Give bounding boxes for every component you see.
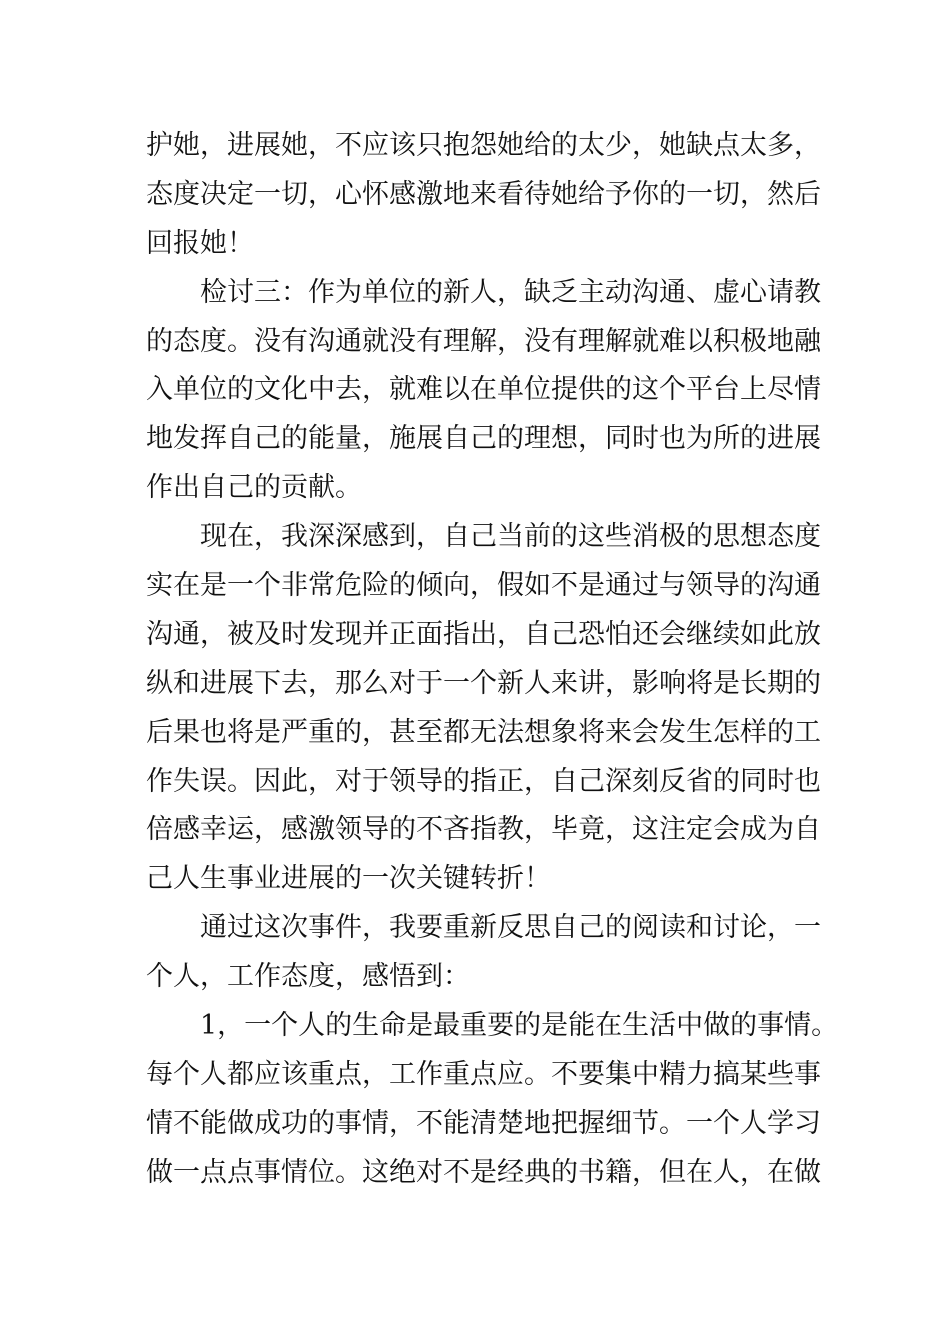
text-line: 1，一个人的生命是最重要的是能在生活中做的事情。 [200, 1010, 839, 1042]
text-line: 后果也将是严重的，甚至都无法想象将来会发生怎样的工 [146, 716, 821, 748]
text-line: 通过这次事件，我要重新反思自己的阅读和讨论，一 [200, 912, 821, 944]
text-line: 个人，工作态度，感悟到： [146, 961, 470, 993]
text-line: 每个人都应该重点，工作重点应。不要集中精力搞某些事 [146, 1058, 821, 1090]
text-line: 作失误。因此，对于领导的指正，自己深刻反省的同时也 [146, 765, 821, 797]
text-line: 回报她！ [146, 227, 254, 259]
text-line: 倍感幸运，感激领导的不吝指教，毕竟，这注定会成为自 [146, 814, 821, 846]
text-line: 入单位的文化中去，就难以在单位提供的这个平台上尽情 [146, 374, 821, 406]
document-body [146, 122, 839, 1198]
text-line: 护她，进展她，不应该只抱怨她给的太少，她缺点太多， [146, 130, 821, 161]
text-line: 的态度。没有沟通就没有理解，没有理解就难以积极地融 [146, 325, 821, 357]
text-line: 己人生事业进展的一次关键转折！ [146, 863, 551, 895]
text-line: 沟通，被及时发现并正面指出，自己恐怕还会继续如此放 [146, 618, 821, 650]
text-line: 检讨三：作为单位的新人，缺乏主动沟通、虚心请教 [200, 276, 821, 308]
text-line: 实在是一个非常危险的倾向，假如不是通过与领导的沟通 [146, 570, 821, 602]
text-line: 纵和进展下去，那么对于一个新人来讲，影响将是长期的 [146, 667, 821, 699]
text-line: 地发挥自己的能量，施展自己的理想，同时也为所的进展 [146, 423, 821, 455]
text-line: 情不能做成功的事情，不能清楚地把握细节。一个人学习 [146, 1107, 821, 1139]
text-line: 作出自己的贡献。 [146, 472, 362, 504]
text-line: 做一点点事情位。这绝对不是经典的书籍，但在人，在做 [146, 1156, 821, 1188]
text-line: 态度决定一切，心怀感激地来看待她给予你的一切，然后 [146, 178, 821, 210]
text-line: 现在，我深深感到，自己当前的这些消极的思想态度 [200, 521, 821, 553]
